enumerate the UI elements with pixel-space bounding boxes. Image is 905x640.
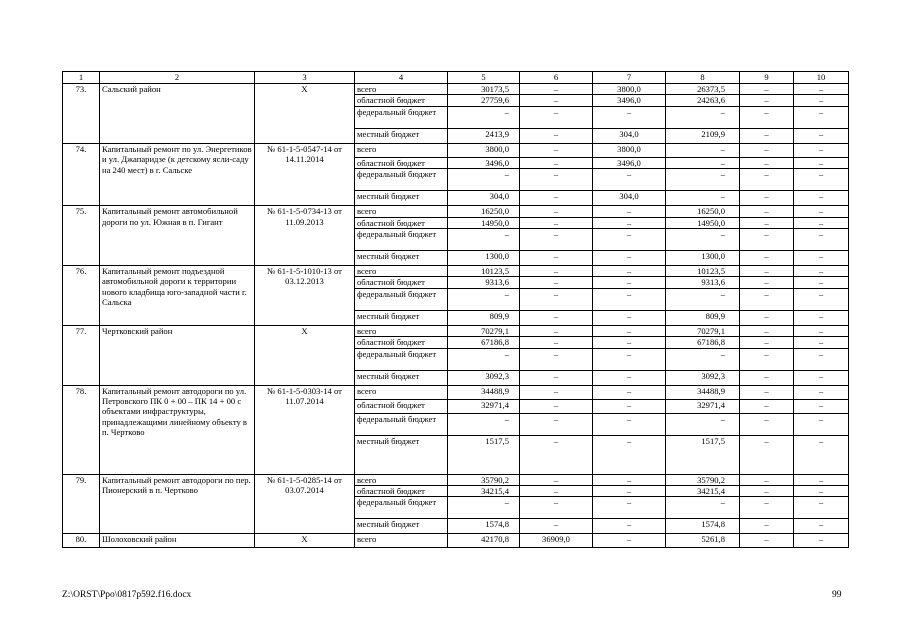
col7-amount: 3800,0 [593, 84, 666, 95]
funding-source: всего [355, 534, 448, 548]
total-amount: – [448, 497, 520, 519]
col8-amount: 16250,0 [666, 206, 740, 217]
document-ref: № 61-1-5-1010-13 от 03.12.2013 [255, 266, 355, 326]
total-amount: 32971,4 [448, 399, 520, 413]
document-ref: № 61-1-5-0303-14 от 11.07.2014 [255, 385, 355, 474]
col8-amount: 10123,5 [666, 266, 740, 277]
funding-source: федеральный бюджет [355, 169, 448, 191]
col7-amount: 3496,0 [593, 95, 666, 106]
col10-amount: – [794, 95, 849, 106]
total-amount: 3092,3 [448, 370, 520, 385]
funding-source: федеральный бюджет [355, 106, 448, 128]
table-row [63, 385, 849, 399]
col8-amount: 35790,2 [666, 474, 740, 485]
col7-amount: – [593, 310, 666, 325]
col10-amount: – [794, 191, 849, 206]
col7-amount: – [593, 229, 666, 251]
col10-amount: – [794, 413, 849, 435]
col8-amount: 34215,4 [666, 486, 740, 497]
col7-amount: – [593, 399, 666, 413]
col10-amount: – [794, 435, 849, 474]
funding-source: всего [355, 84, 448, 95]
total-amount: 809,9 [448, 310, 520, 325]
total-amount: 1574,8 [448, 519, 520, 534]
col8-amount: 14950,0 [666, 217, 740, 228]
row-number: 79. [63, 474, 100, 534]
col8-amount: 34488,9 [666, 385, 740, 399]
col10-amount: – [794, 310, 849, 325]
col6-amount: – [520, 106, 593, 128]
row-number: 78. [63, 385, 100, 474]
col-header-9: 9 [740, 72, 794, 84]
col8-amount: 2109,9 [666, 128, 740, 143]
col6-amount: – [520, 337, 593, 348]
col7-amount: 3496,0 [593, 157, 666, 168]
total-amount: 2413,9 [448, 128, 520, 143]
funding-source: местный бюджет [355, 370, 448, 385]
table-row [63, 325, 849, 336]
total-amount: 304,0 [448, 191, 520, 206]
col6-amount: – [520, 310, 593, 325]
col10-amount: – [794, 143, 849, 157]
col9-amount: – [740, 217, 794, 228]
col10-amount: – [794, 497, 849, 519]
col7-amount: – [593, 348, 666, 370]
col9-amount: – [740, 399, 794, 413]
col7-amount: – [593, 497, 666, 519]
document-ref: № 61-1-5-0285-14 от 03.07.2014 [255, 474, 355, 534]
col10-amount: – [794, 277, 849, 288]
col7-amount: – [593, 325, 666, 336]
col8-amount: 809,9 [666, 310, 740, 325]
col10-amount: – [794, 106, 849, 128]
col10-amount: – [794, 370, 849, 385]
total-amount: 14950,0 [448, 217, 520, 228]
col10-amount: – [794, 84, 849, 95]
col6-amount: – [520, 413, 593, 435]
total-amount: 30173,5 [448, 84, 520, 95]
col7-amount: – [593, 413, 666, 435]
col9-amount: – [740, 310, 794, 325]
col7-amount: – [593, 169, 666, 191]
object-name: Капитальный ремонт автодороги по ул. Петровского ПК 0 + 00 – ПК 14 + 00 с объектами инфраструктуры, принадлежащими линейному объекту в п. Чертково [100, 385, 255, 474]
row-number: 73. [63, 84, 100, 144]
col9-amount: – [740, 337, 794, 348]
col9-amount: – [740, 206, 794, 217]
funding-source: местный бюджет [355, 251, 448, 266]
funding-source: федеральный бюджет [355, 348, 448, 370]
col10-amount: – [794, 128, 849, 143]
col6-amount: – [520, 399, 593, 413]
col-header-7: 7 [593, 72, 666, 84]
col8-amount: – [666, 348, 740, 370]
table-row [63, 534, 849, 548]
col6-amount: – [520, 169, 593, 191]
funding-source: областной бюджет [355, 399, 448, 413]
col9-amount: – [740, 143, 794, 157]
funding-source: всего [355, 206, 448, 217]
table-row [63, 84, 849, 95]
col6-amount: – [520, 370, 593, 385]
funding-source: местный бюджет [355, 191, 448, 206]
col-header-10: 10 [794, 72, 849, 84]
col6-amount: – [520, 288, 593, 310]
col7-amount: 3800,0 [593, 143, 666, 157]
funding-source: местный бюджет [355, 310, 448, 325]
col8-amount: – [666, 106, 740, 128]
col9-amount: – [740, 191, 794, 206]
col10-amount: – [794, 337, 849, 348]
row-number: 77. [63, 325, 100, 385]
footer-file-path: Z:\ORST\Ppo\0817p592.f16.docx [62, 590, 192, 600]
table-row [63, 143, 849, 157]
col-header-6: 6 [520, 72, 593, 84]
object-name: Сальский район [100, 84, 255, 144]
col9-amount: – [740, 413, 794, 435]
col7-amount: – [593, 519, 666, 534]
col9-amount: – [740, 288, 794, 310]
col8-amount: 70279,1 [666, 325, 740, 336]
col6-amount: 36909,0 [520, 534, 593, 548]
total-amount: 34488,9 [448, 385, 520, 399]
col10-amount: – [794, 534, 849, 548]
col7-amount: – [593, 486, 666, 497]
total-amount: 70279,1 [448, 325, 520, 336]
total-amount: 67186,8 [448, 337, 520, 348]
object-name: Капитальный ремонт автомобильной дороги по ул. Южная в п. Гигант [100, 206, 255, 266]
col10-amount: – [794, 385, 849, 399]
col6-amount: – [520, 206, 593, 217]
col8-amount: 32971,4 [666, 399, 740, 413]
col9-amount: – [740, 348, 794, 370]
funding-source: федеральный бюджет [355, 413, 448, 435]
col6-amount: – [520, 157, 593, 168]
col10-amount: – [794, 206, 849, 217]
document-ref: Х [255, 84, 355, 144]
col8-amount: – [666, 229, 740, 251]
col8-amount: 1300,0 [666, 251, 740, 266]
col10-amount: – [794, 288, 849, 310]
total-amount: 34215,4 [448, 486, 520, 497]
col9-amount: – [740, 534, 794, 548]
col9-amount: – [740, 84, 794, 95]
total-amount: 35790,2 [448, 474, 520, 485]
funding-source: областной бюджет [355, 157, 448, 168]
funding-source: областной бюджет [355, 95, 448, 106]
col6-amount: – [520, 486, 593, 497]
total-amount: – [448, 229, 520, 251]
col10-amount: – [794, 348, 849, 370]
funding-source: федеральный бюджет [355, 288, 448, 310]
total-amount: 9313,6 [448, 277, 520, 288]
funding-source: местный бюджет [355, 128, 448, 143]
funding-source: местный бюджет [355, 519, 448, 534]
funding-source: областной бюджет [355, 486, 448, 497]
col7-amount: – [593, 106, 666, 128]
total-amount: – [448, 288, 520, 310]
col9-amount: – [740, 229, 794, 251]
col-header-2: 2 [100, 72, 255, 84]
col8-amount: 24263,6 [666, 95, 740, 106]
funding-source: областной бюджет [355, 337, 448, 348]
col6-amount: – [520, 217, 593, 228]
col6-amount: – [520, 251, 593, 266]
col9-amount: – [740, 435, 794, 474]
total-amount: 1517,5 [448, 435, 520, 474]
object-name: Шолоховский район [100, 534, 255, 548]
col10-amount: – [794, 474, 849, 485]
funding-source: всего [355, 385, 448, 399]
col8-amount: 1574,8 [666, 519, 740, 534]
object-name: Капитальный ремонт подъездной автомобильной дороги к территории нового кладбища юго-западной части г. Сальска [100, 266, 255, 326]
col7-amount: – [593, 370, 666, 385]
col7-amount: – [593, 206, 666, 217]
col9-amount: – [740, 474, 794, 485]
total-amount: 27759,6 [448, 95, 520, 106]
col7-amount: – [593, 288, 666, 310]
object-name: Капитальный ремонт по ул. Энергетиков и ул. Джапаридзе (к детскому ясли-саду на 240 мест) в г. Сальске [100, 143, 255, 205]
col8-amount: – [666, 157, 740, 168]
col6-amount: – [520, 519, 593, 534]
col6-amount: – [520, 277, 593, 288]
col-header-3: 3 [255, 72, 355, 84]
table-row [63, 474, 849, 485]
col6-amount: – [520, 191, 593, 206]
col6-amount: – [520, 435, 593, 474]
funding-source: всего [355, 143, 448, 157]
document-ref: № 61-1-5-0547-14 от 14.11.2014 [255, 143, 355, 205]
col10-amount: – [794, 229, 849, 251]
col9-amount: – [740, 169, 794, 191]
col9-amount: – [740, 370, 794, 385]
col6-amount: – [520, 95, 593, 106]
total-amount: – [448, 348, 520, 370]
funding-source: областной бюджет [355, 277, 448, 288]
col10-amount: – [794, 519, 849, 534]
col10-amount: – [794, 486, 849, 497]
col10-amount: – [794, 399, 849, 413]
col8-amount: 9313,6 [666, 277, 740, 288]
col8-amount: 3092,3 [666, 370, 740, 385]
col9-amount: – [740, 157, 794, 168]
col8-amount: – [666, 143, 740, 157]
col-header-1: 1 [63, 72, 100, 84]
col8-amount: 1517,5 [666, 435, 740, 474]
col10-amount: – [794, 169, 849, 191]
funding-source: всего [355, 266, 448, 277]
col10-amount: – [794, 251, 849, 266]
col7-amount: 304,0 [593, 191, 666, 206]
col9-amount: – [740, 519, 794, 534]
col7-amount: – [593, 217, 666, 228]
col7-amount: – [593, 266, 666, 277]
document-ref: № 61-1-5-0734-13 от 11.09.2013 [255, 206, 355, 266]
funding-source: всего [355, 474, 448, 485]
funding-source: федеральный бюджет [355, 497, 448, 519]
object-name: Чертковский район [100, 325, 255, 385]
document-ref: Х [255, 325, 355, 385]
col7-amount: – [593, 277, 666, 288]
col10-amount: – [794, 217, 849, 228]
funding-source: федеральный бюджет [355, 229, 448, 251]
col6-amount: – [520, 266, 593, 277]
col9-amount: – [740, 277, 794, 288]
col-header-4: 4 [355, 72, 448, 84]
row-number: 75. [63, 206, 100, 266]
total-amount: 16250,0 [448, 206, 520, 217]
funding-source: всего [355, 325, 448, 336]
col6-amount: – [520, 143, 593, 157]
col8-amount: 26373,5 [666, 84, 740, 95]
table-row [63, 266, 849, 277]
object-name: Капитальный ремонт автодороги по пер. Пионерский в п. Чертково [100, 474, 255, 534]
col7-amount: – [593, 337, 666, 348]
col10-amount: – [794, 266, 849, 277]
col6-amount: – [520, 348, 593, 370]
col7-amount: 304,0 [593, 128, 666, 143]
total-amount: 1300,0 [448, 251, 520, 266]
total-amount: 3496,0 [448, 157, 520, 168]
column-number-row [63, 72, 849, 84]
col8-amount: – [666, 169, 740, 191]
table-row [63, 206, 849, 217]
col10-amount: – [794, 325, 849, 336]
col6-amount: – [520, 229, 593, 251]
row-number: 76. [63, 266, 100, 326]
col8-amount: – [666, 497, 740, 519]
col-header-5: 5 [448, 72, 520, 84]
col9-amount: – [740, 497, 794, 519]
total-amount: – [448, 106, 520, 128]
row-number: 74. [63, 143, 100, 205]
col-header-8: 8 [666, 72, 740, 84]
col9-amount: – [740, 251, 794, 266]
page-number: 99 [832, 590, 842, 600]
funding-source: местный бюджет [355, 435, 448, 474]
funding-source: областной бюджет [355, 217, 448, 228]
col6-amount: – [520, 385, 593, 399]
budget-table [62, 71, 849, 548]
col9-amount: – [740, 266, 794, 277]
col7-amount: – [593, 385, 666, 399]
col7-amount: – [593, 435, 666, 474]
col8-amount: 5261,8 [666, 534, 740, 548]
col9-amount: – [740, 106, 794, 128]
row-number: 80. [63, 534, 100, 548]
col9-amount: – [740, 325, 794, 336]
col6-amount: – [520, 497, 593, 519]
col8-amount: – [666, 191, 740, 206]
total-amount: 3800,0 [448, 143, 520, 157]
col10-amount: – [794, 157, 849, 168]
col6-amount: – [520, 325, 593, 336]
col9-amount: – [740, 385, 794, 399]
col9-amount: – [740, 486, 794, 497]
col8-amount: – [666, 288, 740, 310]
total-amount: – [448, 169, 520, 191]
col7-amount: – [593, 251, 666, 266]
col9-amount: – [740, 128, 794, 143]
total-amount: – [448, 413, 520, 435]
total-amount: 10123,5 [448, 266, 520, 277]
col7-amount: – [593, 534, 666, 548]
col6-amount: – [520, 474, 593, 485]
col6-amount: – [520, 84, 593, 95]
total-amount: 42170,8 [448, 534, 520, 548]
col8-amount: – [666, 413, 740, 435]
document-ref: Х [255, 534, 355, 548]
col8-amount: 67186,8 [666, 337, 740, 348]
col9-amount: – [740, 95, 794, 106]
col7-amount: – [593, 474, 666, 485]
col6-amount: – [520, 128, 593, 143]
